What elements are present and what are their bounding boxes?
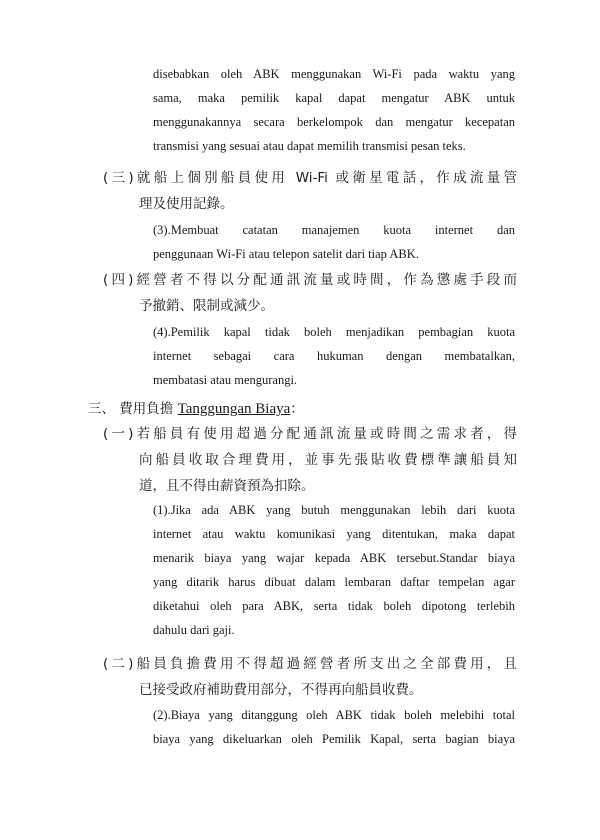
item-2-indonesian (153, 703, 515, 751)
text-line: internet sebagai cara hukuman dengan membatalkan, (153, 349, 515, 363)
text-line: (3).Membuat catatan manajemen kuota internet dan (153, 223, 515, 237)
text-line: (4).Pemilik kapal tidak boleh menjadikan pembagian kuota (153, 325, 515, 339)
text-line: dahulu dari gaji. (153, 623, 235, 637)
text-line: yang ditarik harus dibuat dalam lembaran daftar tempelan agar (153, 575, 515, 589)
item-2-chinese (103, 651, 517, 703)
text-line: 理及使用記錄。 (139, 196, 234, 212)
text-line: transmisi yang sesuai atau dapat memilih transmisi pesan teks. (153, 139, 466, 153)
item-3-chinese (103, 165, 517, 217)
text-line: 向船員收取合理費用，並事先張貼收費標準讓船員知 (139, 452, 517, 468)
item-1-indonesian (153, 498, 515, 642)
text-line: sama, maka pemilik kapal dapat mengatur ABK untuk (153, 91, 515, 105)
text-line: diketahui oleh para ABK, serta tidak boleh dipotong terlebih (153, 599, 515, 613)
section-heading (88, 396, 304, 422)
item-1-chinese (103, 421, 517, 499)
item-3-indonesian (153, 218, 515, 266)
text-line: penggunaan Wi-Fi atau telepon satelit dari tiap ABK. (153, 247, 419, 261)
text-line: (四)經營者不得以分配通訊流量或時間，作為懲處手段而 (103, 272, 517, 288)
text-line: membatasi atau mengurangi. (153, 373, 298, 387)
text-line: internet atau waktu komunikasi yang ditentukan, maka dapat (153, 527, 515, 541)
paragraph-indonesian-continued (153, 62, 515, 158)
text-line: 予撤銷、限制或減少。 (139, 298, 274, 314)
section-heading-colon: ： (290, 401, 304, 417)
text-line: biaya yang dikeluarkan oleh Pemilik Kapal, serta bagian biaya (153, 732, 515, 746)
text-line: (2).Biaya yang ditanggung oleh ABK tidak boleh melebihi total (153, 708, 515, 722)
text-line: menggunakannya secara berkelompok dan mengatur kecepatan (153, 115, 515, 129)
text-line: 道，且不得由薪資預為扣除。 (139, 478, 315, 494)
text-line: (一)若船員有使用超過分配通訊流量或時間之需求者，得 (103, 426, 517, 442)
text-line: 已接受政府補助費用部分，不得再向船員收費。 (139, 682, 423, 698)
text-line: disebabkan oleh ABK menggunakan Wi-Fi pada waktu yang (153, 67, 515, 81)
section-heading-indonesian: Tanggungan Biaya (177, 401, 291, 417)
section-heading-chinese: 三、 費用負擔 (88, 401, 174, 417)
text-line: menarik biaya yang wajar kepada ABK tersebut.Standar biaya (153, 551, 515, 565)
text-line: (三)就船上個別船員使用 Wi-Fi 或衛星電話，作成流量管 (103, 170, 517, 186)
text-line: (二)船員負擔費用不得超過經營者所支出之全部費用，且 (103, 656, 517, 672)
text-line: (1).Jika ada ABK yang butuh menggunakan lebih dari kuota (153, 503, 515, 517)
item-4-indonesian (153, 320, 515, 392)
item-4-chinese (103, 267, 517, 319)
